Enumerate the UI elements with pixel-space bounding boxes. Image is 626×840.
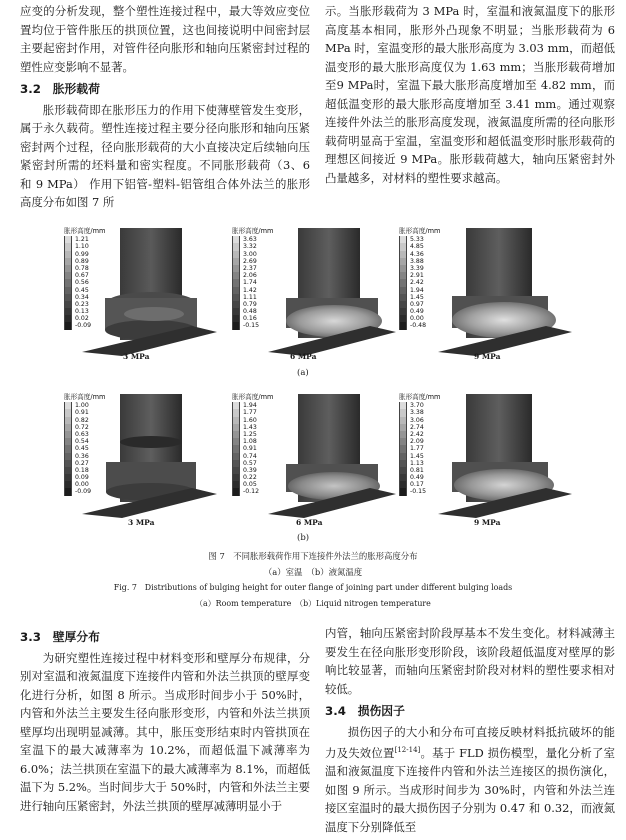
legend-swatch — [232, 424, 240, 431]
pressure-label: 9 MPa — [474, 352, 501, 361]
legend-entry — [232, 445, 273, 452]
legend-entry — [232, 467, 273, 474]
legend-value: 0.02 — [75, 315, 89, 323]
legend-value: 2.09 — [410, 438, 424, 446]
legend-swatch — [399, 258, 407, 265]
legend-value: 0.99 — [75, 250, 89, 258]
legend-value: 0.67 — [75, 272, 89, 280]
legend-swatch — [64, 431, 72, 438]
legend-value: 3.32 — [243, 243, 257, 251]
legend-entry — [64, 460, 105, 467]
section-heading-3-3: 3.3 壁厚分布 — [20, 630, 100, 644]
legend-value: 1.21 — [75, 236, 89, 244]
subfigure-label-a: (a) — [297, 368, 309, 378]
legend-swatch — [64, 467, 72, 474]
legend-value: 3.39 — [410, 264, 424, 272]
legend-value: -0.48 — [410, 322, 427, 330]
legend-value: 3.63 — [243, 236, 257, 244]
legend-value: 1.13 — [410, 459, 424, 467]
legend-entry — [399, 236, 440, 243]
legend-swatch — [399, 453, 407, 460]
legend-swatch — [232, 294, 240, 301]
legend-value: 0.09 — [75, 474, 89, 482]
legend-entry — [232, 460, 273, 467]
legend-swatch — [232, 474, 240, 481]
legend-swatch — [64, 409, 72, 416]
legend-swatch — [399, 315, 407, 322]
legend-entry — [64, 431, 105, 438]
legend-value: 1.25 — [243, 430, 257, 438]
legend-swatch — [399, 322, 407, 329]
legend-entry — [64, 417, 105, 424]
legend-entry — [232, 301, 273, 308]
legend-swatch — [64, 453, 72, 460]
legend-swatch — [399, 445, 407, 452]
legend-swatch — [399, 417, 407, 424]
legend-value: 2.37 — [243, 264, 257, 272]
legend-swatch — [232, 417, 240, 424]
legend-value: 1.00 — [75, 402, 89, 410]
legend-value: 3.38 — [410, 409, 424, 417]
legend-entry — [399, 453, 440, 460]
legend-entry — [399, 474, 440, 481]
legend-value: 0.45 — [75, 445, 89, 453]
legend-entry — [64, 402, 105, 409]
legend-swatch — [399, 474, 407, 481]
legend-value: -0.15 — [243, 322, 260, 330]
legend-entry — [399, 308, 440, 315]
legend-title: 胀形高度/mm — [232, 227, 274, 235]
legend-swatch — [232, 438, 240, 445]
legend-swatch — [64, 308, 72, 315]
paragraph: 为研究塑性连接过程中材料变形和壁厚分布规律，分别对室温和液氮温度下连接件内管和外法兰拱顶的壁厚变化进行分析，如图 8 所示。当成形时间步小于 50%时，内管和外法兰主要发生径向胀形变形，内管和外法兰拱顶壁厚均出现明显减薄。其中，胀压变形结束时内管拱顶在室温下的最大减薄率为 10.2%，而超低温下减薄率为 6.0%；法兰拱顶在室温下的最大减薄率为 8.1%，而超低温下为 5.2%。当时间步大于 50%时，内管和外法兰主要进行轴向压紧密封，外法兰拱顶的壁厚减薄明显小于 — [20, 650, 310, 813]
legend-entry — [232, 251, 273, 258]
legend-value: 0.79 — [243, 300, 257, 308]
legend-value: 0.22 — [243, 474, 257, 482]
legend-swatch — [232, 258, 240, 265]
legend-value: 2.69 — [243, 257, 257, 265]
legend-value: 1.60 — [243, 416, 257, 424]
legend-entry — [232, 243, 273, 250]
legend-title: 胀形高度/mm — [64, 393, 106, 401]
legend-b-6mpa — [232, 394, 273, 496]
legend-entry — [399, 460, 440, 467]
legend-entry — [232, 431, 273, 438]
legend-value: 1.45 — [410, 452, 424, 460]
figure-caption-en: Fig. 7 Distributions of bulging height for outer flange of joining part under different bulging loads — [113, 583, 513, 592]
legend-a-9mpa — [399, 228, 440, 330]
legend-value: 2.91 — [410, 272, 424, 280]
legend-swatch — [399, 272, 407, 279]
legend-entry — [64, 467, 105, 474]
legend-entry — [232, 424, 273, 431]
paragraph: 内管，轴向压紧密封阶段厚基本不发生变化。材料减薄主要发生在径向胀形变形阶段，该阶段超低温度对壁厚的影响比较显著，而轴向压紧密封阶段对材料的塑性要求相对较低。 — [325, 626, 615, 696]
legend-swatch — [232, 301, 240, 308]
legend-value: 1.45 — [410, 293, 424, 301]
legend-value: 4.85 — [410, 243, 424, 251]
legend-swatch — [399, 431, 407, 438]
legend-swatch — [232, 243, 240, 250]
legend-entry — [64, 445, 105, 452]
legend-swatch — [399, 467, 407, 474]
legend-entry — [399, 488, 440, 495]
legend-swatch — [399, 265, 407, 272]
legend-value: 3.06 — [410, 416, 424, 424]
legend-title: 胀形高度/mm — [399, 393, 441, 401]
legend-swatch — [232, 453, 240, 460]
legend-value: 2.74 — [410, 423, 424, 431]
legend-entry — [64, 438, 105, 445]
legend-entry — [64, 258, 105, 265]
legend-value: 0.36 — [75, 452, 89, 460]
legend-entry — [232, 279, 273, 286]
section-heading-3-2: 3.2 胀形载荷 — [20, 82, 100, 96]
legend-value: 0.17 — [410, 481, 424, 489]
legend-swatch — [64, 460, 72, 467]
legend-entry — [64, 424, 105, 431]
legend-swatch — [399, 251, 407, 258]
legend-swatch — [232, 467, 240, 474]
legend-title: 胀形高度/mm — [399, 227, 441, 235]
legend-value: 0.74 — [243, 452, 257, 460]
legend-entry — [64, 251, 105, 258]
legend-swatch — [232, 481, 240, 488]
legend-value: 2.42 — [410, 279, 424, 287]
legend-entry — [232, 453, 273, 460]
legend-swatch — [64, 315, 72, 322]
legend-value: 0.57 — [243, 459, 257, 467]
legend-value: 0.13 — [75, 308, 89, 316]
legend-value: 0.45 — [75, 286, 89, 294]
legend-entry — [399, 467, 440, 474]
legend-value: 0.72 — [75, 423, 89, 431]
legend-value: 3.00 — [243, 250, 257, 258]
legend-swatch — [64, 287, 72, 294]
legend-entry — [232, 322, 273, 329]
legend-entry — [232, 481, 273, 488]
legend-swatch — [399, 287, 407, 294]
legend-entry — [64, 243, 105, 250]
legend-entry — [64, 481, 105, 488]
legend-swatch — [399, 481, 407, 488]
legend-swatch — [64, 279, 72, 286]
pressure-label: 3 MPa — [128, 518, 155, 527]
legend-swatch — [232, 315, 240, 322]
legend-swatch — [64, 438, 72, 445]
left-column-top — [20, 2, 310, 212]
left-column-bottom — [20, 624, 310, 815]
legend-value: 2.42 — [410, 430, 424, 438]
legend-entry — [232, 409, 273, 416]
legend-entry — [232, 287, 273, 294]
legend-swatch — [232, 287, 240, 294]
legend-entry — [64, 236, 105, 243]
legend-entry — [232, 258, 273, 265]
legend-entry — [399, 272, 440, 279]
legend-value: 0.34 — [75, 293, 89, 301]
legend-entry — [399, 258, 440, 265]
legend-entry — [64, 308, 105, 315]
legend-b-3mpa — [64, 394, 105, 496]
section-heading-3-4: 3.4 损伤因子 — [325, 704, 405, 718]
legend-entry — [64, 488, 105, 495]
legend-swatch — [399, 308, 407, 315]
legend-swatch — [64, 243, 72, 250]
legend-swatch — [64, 424, 72, 431]
legend-swatch — [64, 265, 72, 272]
legend-swatch — [64, 474, 72, 481]
legend-value: 1.94 — [243, 402, 257, 410]
citation: [12-14] — [394, 746, 421, 754]
legend-swatch — [399, 488, 407, 495]
legend-swatch — [64, 251, 72, 258]
legend-swatch — [399, 409, 407, 416]
legend-entry — [64, 409, 105, 416]
legend-value: 5.33 — [410, 236, 424, 244]
pressure-label: 3 MPa — [123, 352, 150, 361]
legend-swatch — [64, 417, 72, 424]
legend-a-6mpa — [232, 228, 273, 330]
legend-value: 0.56 — [75, 279, 89, 287]
legend-entry — [399, 431, 440, 438]
legend-swatch — [399, 301, 407, 308]
legend-entry — [399, 294, 440, 301]
legend-value: 0.63 — [75, 430, 89, 438]
legend-entry — [399, 481, 440, 488]
legend-value: 1.42 — [243, 286, 257, 294]
legend-value: 0.39 — [243, 466, 257, 474]
legend-value: 0.00 — [410, 315, 424, 323]
legend-swatch — [64, 481, 72, 488]
legend-entry — [232, 315, 273, 322]
figure-caption-cn-sub: （a）室温 （b）液氮温度 — [263, 567, 363, 577]
figure-caption-cn: 图 7 不同胀形载荷作用下连接件外法兰的胀形高度分布 — [208, 551, 418, 561]
legend-value: 4.36 — [410, 250, 424, 258]
legend-value: 0.82 — [75, 416, 89, 424]
legend-value: 0.89 — [75, 257, 89, 265]
legend-entry — [399, 301, 440, 308]
legend-value: 1.77 — [243, 409, 257, 417]
legend-swatch — [64, 236, 72, 243]
legend-value: 3.70 — [410, 402, 424, 410]
legend-value: 1.94 — [410, 286, 424, 294]
legend-entry — [399, 402, 440, 409]
legend-swatch — [64, 322, 72, 329]
legend-swatch — [232, 402, 240, 409]
legend-entry — [64, 294, 105, 301]
legend-entry — [232, 265, 273, 272]
legend-value: 1.11 — [243, 293, 257, 301]
legend-entry — [399, 438, 440, 445]
legend-entry — [64, 301, 105, 308]
legend-value: 3.88 — [410, 257, 424, 265]
legend-value: 0.49 — [410, 474, 424, 482]
legend-swatch — [64, 488, 72, 495]
legend-value: 0.18 — [75, 466, 89, 474]
legend-value: 0.16 — [243, 315, 257, 323]
legend-swatch — [232, 322, 240, 329]
right-column-top — [325, 2, 615, 187]
legend-swatch — [232, 308, 240, 315]
paragraph: 应变的分析发现，整个塑性连接过程中，最大等效应变位置均位于管件胀压的拱顶位置，这也间接说明中间密封层主要起密封作用，对管件径向胀形和轴向压紧密封过程的塑性应变影响不显著。 — [20, 4, 310, 74]
legend-swatch — [399, 294, 407, 301]
pressure-label: 6 MPa — [296, 518, 323, 527]
legend-entry — [399, 243, 440, 250]
legend-swatch — [232, 236, 240, 243]
legend-entry — [64, 279, 105, 286]
legend-entry — [399, 287, 440, 294]
legend-value: 0.81 — [410, 466, 424, 474]
legend-value: -0.15 — [410, 488, 427, 496]
legend-entry — [232, 236, 273, 243]
legend-value: 1.74 — [243, 279, 257, 287]
right-column-bottom — [325, 624, 615, 836]
legend-entry — [399, 279, 440, 286]
legend-entry — [64, 287, 105, 294]
legend-entry — [232, 294, 273, 301]
legend-entry — [399, 417, 440, 424]
legend-entry — [399, 322, 440, 329]
legend-entry — [64, 453, 105, 460]
paragraph — [325, 723, 615, 837]
legend-value: 0.54 — [75, 438, 89, 446]
legend-swatch — [64, 272, 72, 279]
pressure-label: 6 MPa — [290, 352, 317, 361]
legend-swatch — [64, 402, 72, 409]
legend-swatch — [232, 251, 240, 258]
legend-swatch — [232, 488, 240, 495]
legend-value: 0.91 — [75, 409, 89, 417]
legend-swatch — [64, 294, 72, 301]
legend-entry — [64, 265, 105, 272]
legend-b-9mpa — [399, 394, 440, 496]
legend-entry — [232, 402, 273, 409]
legend-value: 0.00 — [75, 481, 89, 489]
legend-swatch — [232, 272, 240, 279]
legend-entry — [399, 315, 440, 322]
legend-swatch — [399, 402, 407, 409]
legend-swatch — [399, 460, 407, 467]
paragraph-text: 。基于 FLD 损伤模型，量化分析了室温和液氮温度下连接件内管和外法兰连接区的损伤演化，如图 9 所示。当成形时间步为 30%时，内管和外法兰连接区室温时的最大损伤因子分别为 0.47 和 0.32，而液氮温度下分别降低至 — [325, 745, 615, 834]
legend-swatch — [232, 460, 240, 467]
legend-entry — [64, 322, 105, 329]
figure-caption-en-sub: （a）Room temperature （b）Liquid nitrogen temperature — [195, 599, 431, 608]
legend-swatch — [399, 424, 407, 431]
legend-value: 0.23 — [75, 300, 89, 308]
legend-entry — [64, 315, 105, 322]
legend-swatch — [232, 409, 240, 416]
legend-swatch — [399, 438, 407, 445]
paragraph-text: 损伤因子的大小和分布可直接反映材料抵抗破坏的能力及失效位置 — [325, 724, 615, 760]
legend-value: -0.09 — [75, 488, 92, 496]
legend-entry — [399, 445, 440, 452]
legend-value: 0.27 — [75, 459, 89, 467]
legend-swatch — [232, 265, 240, 272]
legend-value: 1.43 — [243, 423, 257, 431]
legend-value: -0.09 — [75, 322, 92, 330]
legend-swatch — [64, 301, 72, 308]
legend-value: 0.48 — [243, 308, 257, 316]
legend-swatch — [232, 431, 240, 438]
legend-value: 0.78 — [75, 264, 89, 272]
legend-swatch — [232, 445, 240, 452]
legend-value: 1.08 — [243, 438, 257, 446]
legend-value: 0.49 — [410, 308, 424, 316]
legend-swatch — [64, 445, 72, 452]
legend-entry — [232, 308, 273, 315]
legend-title: 胀形高度/mm — [232, 393, 274, 401]
subfigure-label-b: (b) — [297, 533, 310, 543]
legend-swatch — [232, 279, 240, 286]
legend-entry — [232, 474, 273, 481]
legend-entry — [399, 265, 440, 272]
legend-entry — [232, 438, 273, 445]
legend-value: 1.77 — [410, 445, 424, 453]
legend-entry — [399, 251, 440, 258]
legend-a-3mpa — [64, 228, 105, 330]
legend-entry — [232, 417, 273, 424]
legend-value: 2.06 — [243, 272, 257, 280]
legend-entry — [64, 272, 105, 279]
legend-value: 0.05 — [243, 481, 257, 489]
legend-entry — [232, 272, 273, 279]
legend-entry — [399, 424, 440, 431]
legend-value: 0.97 — [410, 300, 424, 308]
paragraph: 胀形载荷即在胀形压力的作用下使薄壁管发生变形，属于永久载荷。塑性连接过程主要分径向胀形和轴向压紧密封两个过程，径向胀形载荷的大小直接决定后续轴向压紧密封所需的坯料量和密实程度。不同胀形载荷（3、6 和 9 MPa） 作用下铝管-塑料-铝管组合体外法兰的胀形高度分布如图 7 所 — [20, 102, 310, 209]
legend-value: -0.12 — [243, 488, 260, 496]
legend-title: 胀形高度/mm — [64, 227, 106, 235]
legend-entry — [399, 409, 440, 416]
legend-entry — [232, 488, 273, 495]
legend-entry — [64, 474, 105, 481]
legend-swatch — [399, 279, 407, 286]
legend-value: 1.10 — [75, 243, 89, 251]
pressure-label: 9 MPa — [474, 518, 501, 527]
legend-swatch — [64, 258, 72, 265]
legend-swatch — [399, 236, 407, 243]
legend-value: 0.91 — [243, 445, 257, 453]
paragraph: 示。当胀形载荷为 3 MPa 时，室温和液氮温度下的胀形高度基本相同，胀形外凸现象不明显；当胀形载荷为 6 MPa 时，室温变形的最大胀形高度为 3.03 mm，而超低温变形的最大胀形高度仅为 1.63 mm；当胀形载荷增加至9 MPa时，室温下最大胀形高度增加至 4.82 mm，而超低温变形的最大胀形高度增加至 3.41 mm。通过观察连接件外法兰的胀形高度发现，液氮温度所需的径向胀形载荷明显高于室温，室温变形和超低温变形时胀形载荷的理想区间接近 9 MPa。胀形载荷越大，轴向压紧密封外凸量越多，对材料的塑性要求越高。 — [325, 4, 615, 185]
legend-swatch — [399, 243, 407, 250]
